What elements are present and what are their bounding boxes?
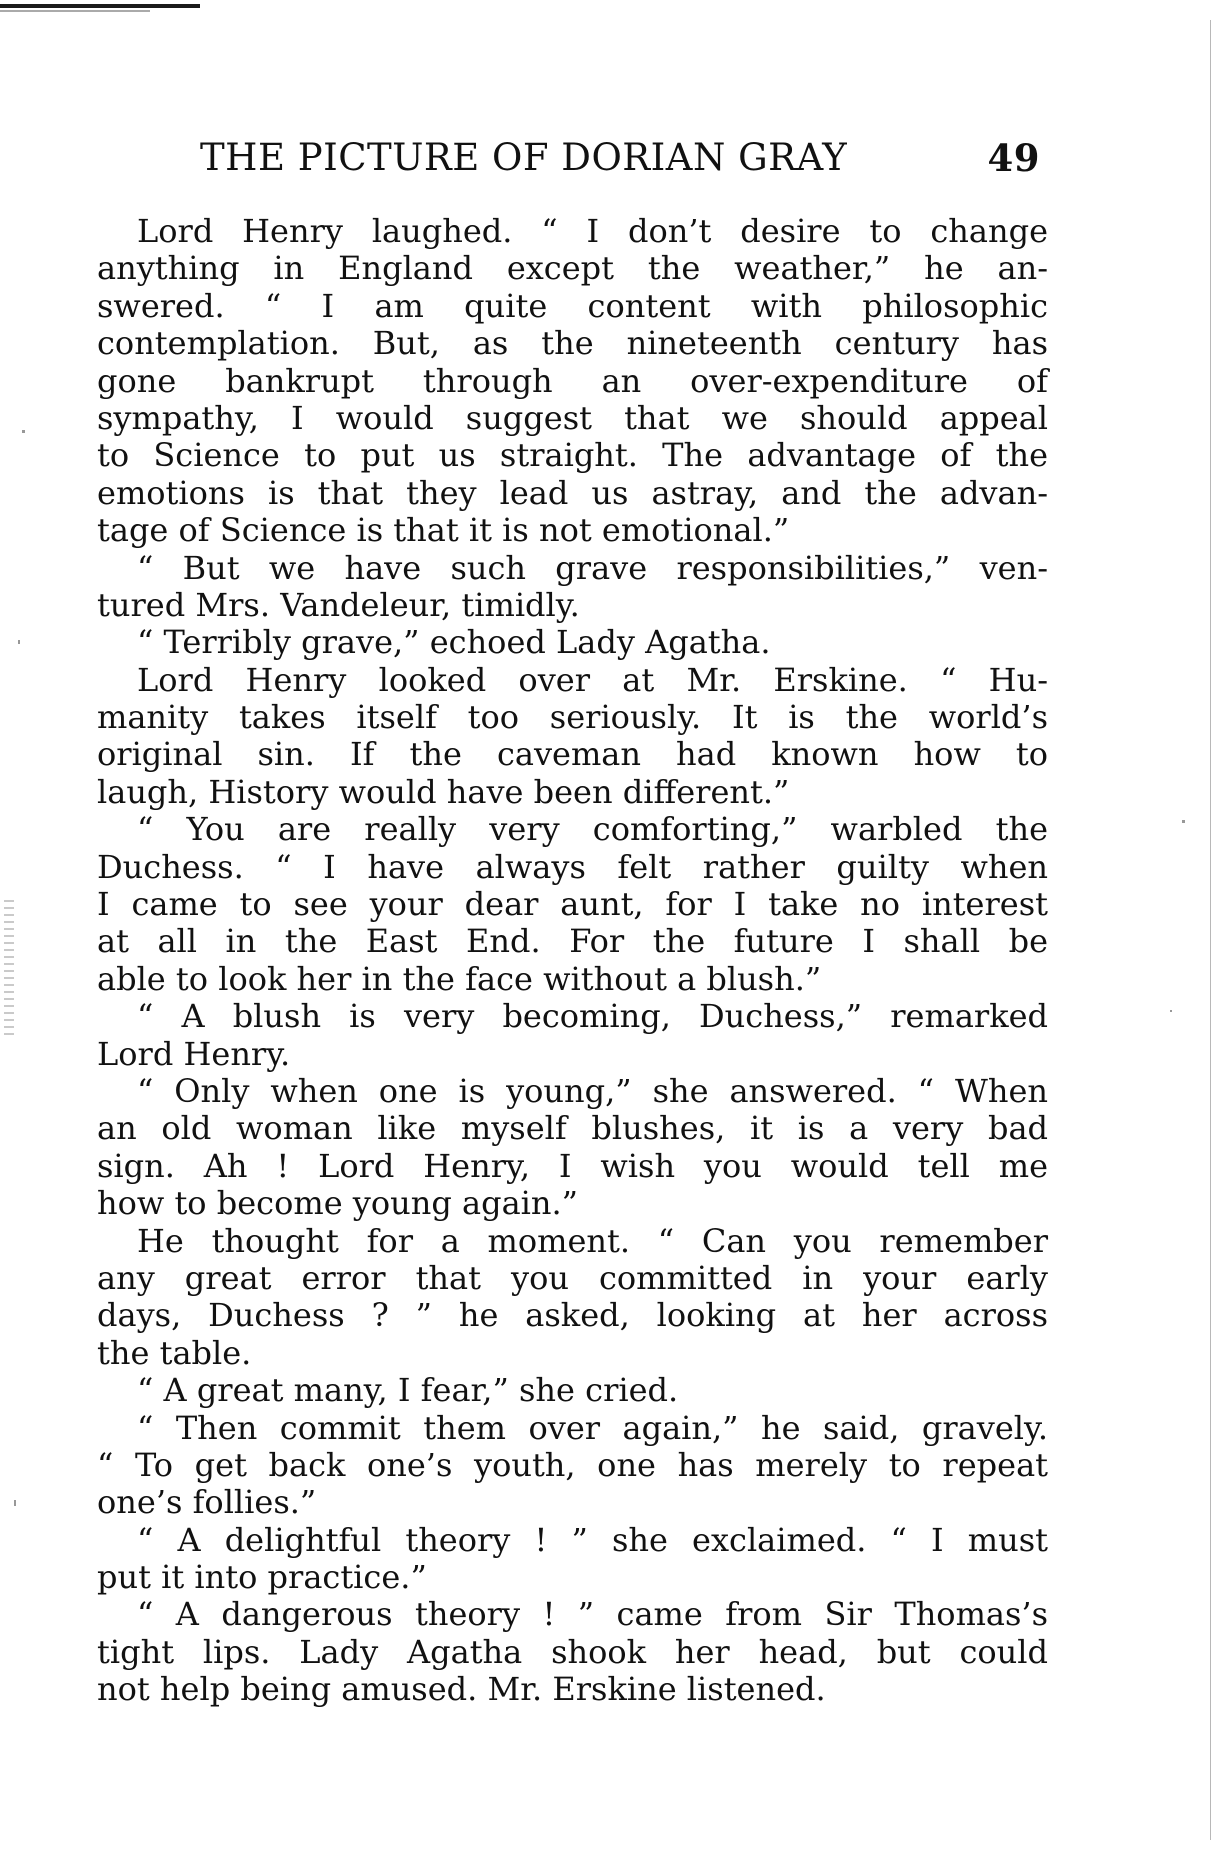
scan-speck [1170, 1010, 1172, 1012]
text-line: how to become young again.” [97, 1184, 579, 1223]
text-line: I came to see your dear aunt, for I take no interest [97, 885, 1048, 924]
text-line: at all in the East End. For the future I shall be [97, 922, 1048, 961]
text-line: laugh, History would have been different.” [97, 772, 790, 811]
text-line: tage of Science is that it is not emotional.” [97, 511, 790, 550]
text-line: “ Then commit them over again,” he said, gravely. [137, 1408, 1048, 1447]
text-line: “ You are really very comforting,” warbled the [137, 810, 1048, 849]
text-line: sign. Ah ! Lord Henry, I wish you would tell me [97, 1146, 1048, 1185]
page-edge-line [1210, 20, 1211, 1840]
text-line: emotions is that they lead us astray, and the advan- [97, 473, 1048, 512]
text-line: “ But we have such grave responsibilities,” ven- [137, 548, 1048, 587]
binding-marks [4, 900, 14, 1040]
body-text [97, 213, 1048, 1709]
page-header [200, 136, 1040, 186]
text-line: “ A delightful theory ! ” she exclaimed. “ I must [137, 1520, 1048, 1559]
text-line: able to look her in the face without a blush.” [97, 959, 822, 998]
scan-speck [14, 1500, 16, 1506]
text-line: anything in England except the weather,” he an- [97, 249, 1048, 288]
text-line: not help being amused. Mr. Erskine listened. [97, 1670, 826, 1709]
scan-edge-rule-thin [0, 10, 150, 12]
text-line: manity takes itself too seriously. It is the world’s [97, 698, 1048, 737]
text-line: to Science to put us straight. The advantage of the [97, 436, 1048, 475]
scan-speck [22, 430, 25, 433]
text-line: Duchess. “ I have always felt rather guilty when [97, 847, 1048, 886]
text-line: one’s follies.” [97, 1483, 317, 1522]
text-line: “ Terribly grave,” echoed Lady Agatha. [137, 623, 771, 662]
text-line: Lord Henry. [97, 1034, 291, 1073]
text-line: “ A blush is very becoming, Duchess,” remarked [137, 997, 1048, 1036]
text-line: contemplation. But, as the nineteenth century has [97, 324, 1048, 363]
text-line: sympathy, I would suggest that we should appeal [97, 398, 1048, 437]
text-line: original sin. If the caveman had known how to [97, 735, 1048, 774]
text-line: swered. “ I am quite content with philosophic [97, 286, 1048, 325]
text-line: “ Only when one is young,” she answered. “ When [137, 1071, 1048, 1110]
scan-edge-rule [0, 4, 200, 8]
text-line: days, Duchess ? ” he asked, looking at her across [97, 1296, 1048, 1335]
text-line: “ To get back one’s youth, one has merely to repeat [97, 1445, 1048, 1484]
text-line: He thought for a moment. “ Can you remember [137, 1221, 1048, 1260]
text-line: tight lips. Lady Agatha shook her head, but could [97, 1632, 1048, 1671]
running-title: THE PICTURE OF DORIAN GRAY [200, 136, 848, 179]
text-line: put it into practice.” [97, 1558, 427, 1597]
text-line: an old woman like myself blushes, it is a very bad [97, 1109, 1048, 1148]
text-line: Lord Henry laughed. “ I don’t desire to change [137, 212, 1048, 250]
text-line: gone bankrupt through an over-expenditure of [97, 361, 1048, 400]
text-line: the table. [97, 1333, 252, 1372]
scan-speck [18, 640, 20, 644]
text-line: any great error that you committed in your early [97, 1258, 1048, 1297]
text-line: “ A dangerous theory ! ” came from Sir Thomas’s [137, 1595, 1048, 1634]
text-line: Lord Henry looked over at Mr. Erskine. “ Hu- [137, 660, 1048, 699]
scan-speck [1182, 820, 1185, 823]
page-number: 49 [987, 136, 1040, 180]
text-line: “ A great many, I fear,” she cried. [137, 1371, 679, 1410]
text-line: tured Mrs. Vandeleur, timidly. [97, 585, 580, 624]
